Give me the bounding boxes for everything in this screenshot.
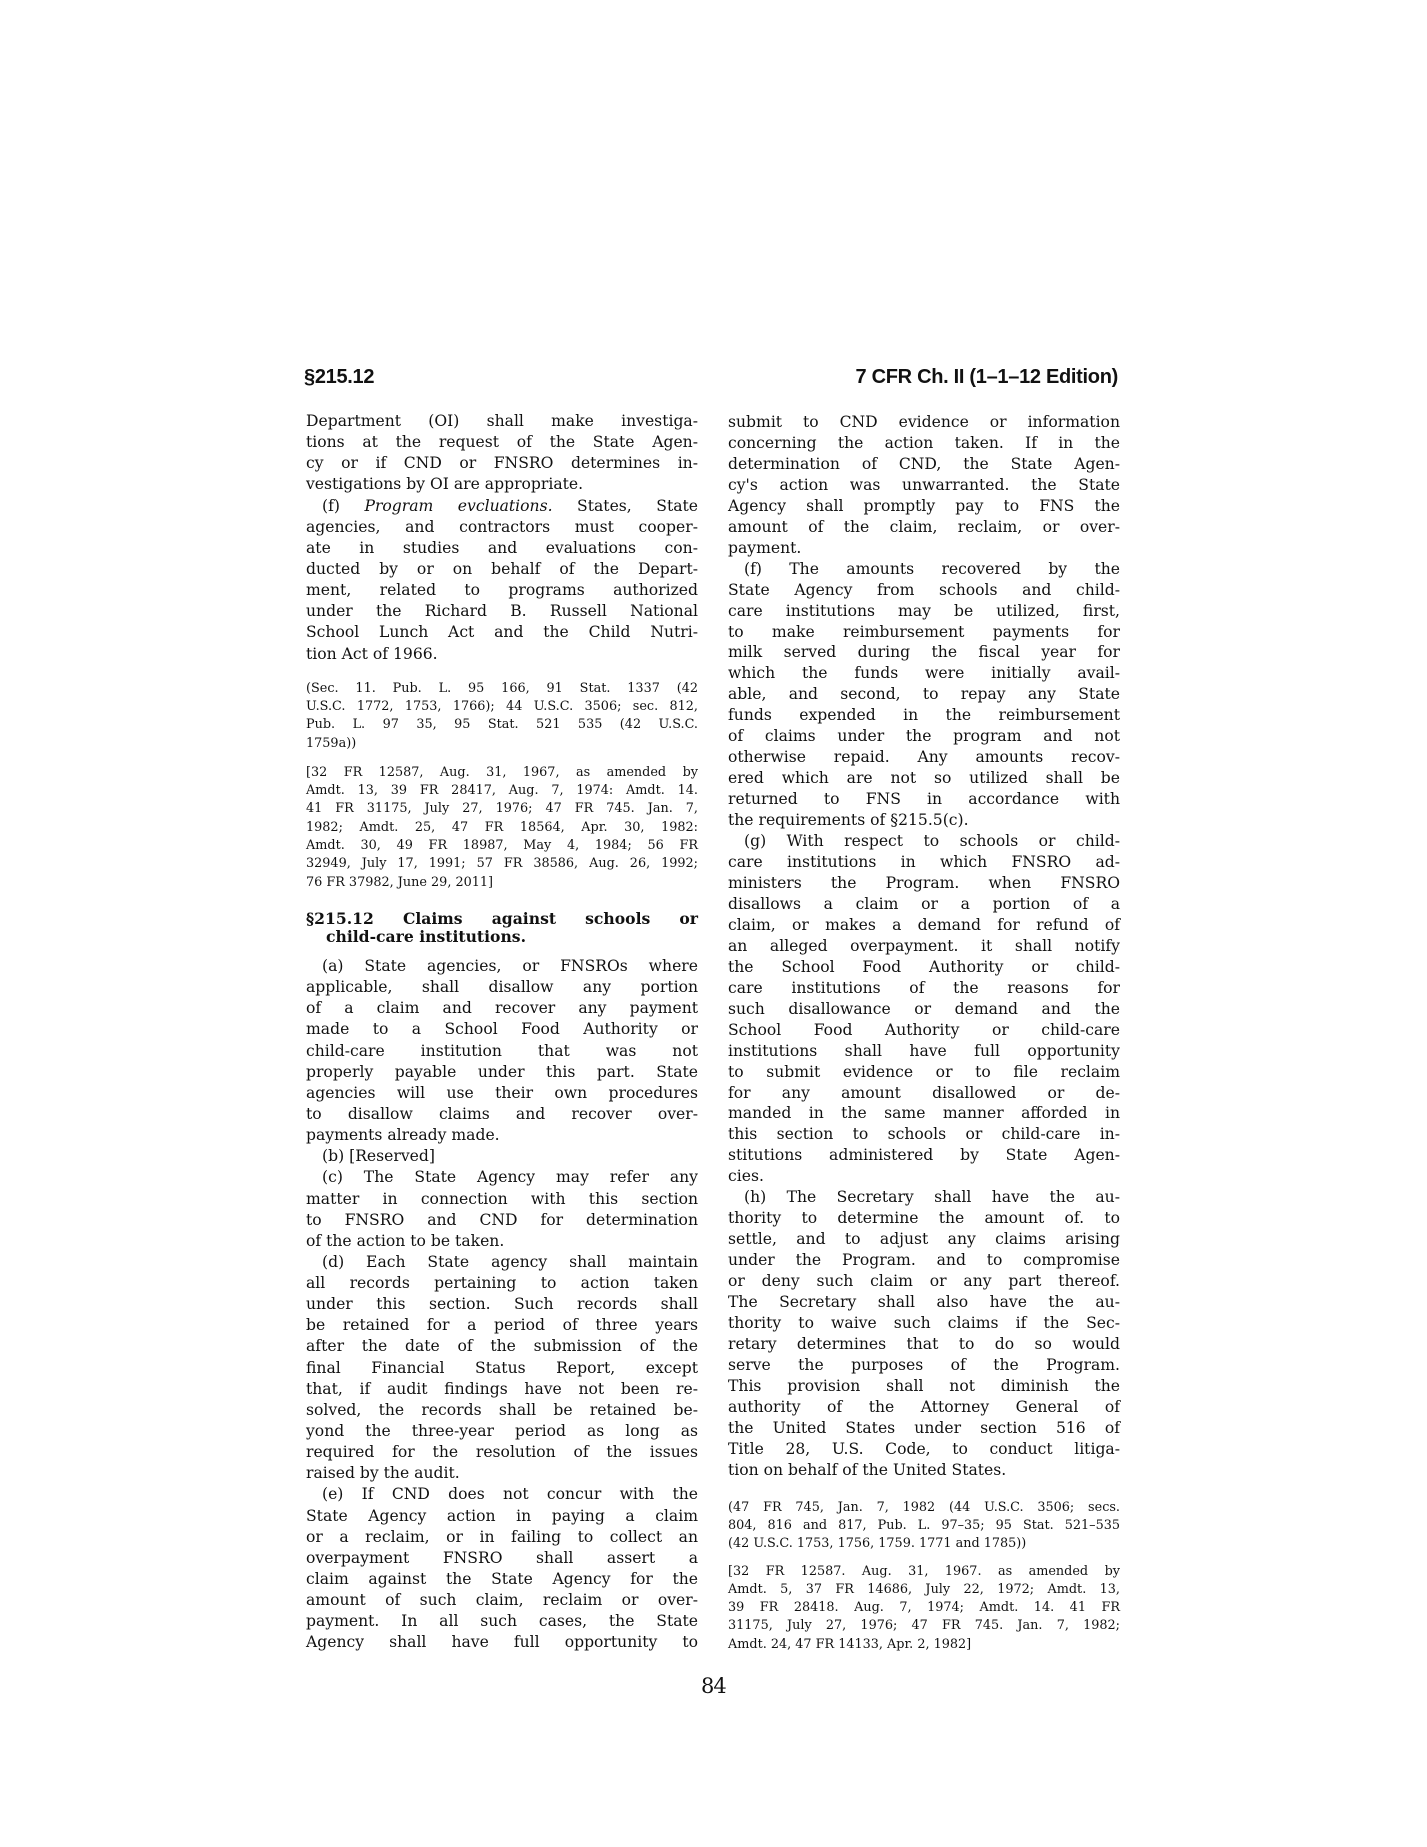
text-line: U.S.C. 1772, 1753, 1766); 44 U.S.C. 3506; sec. 812, bbox=[306, 698, 698, 714]
text-line: of claims under the program and not bbox=[728, 727, 1120, 746]
text-line: all records pertaining to action taken bbox=[306, 1274, 698, 1293]
text-line: School Food Authority or child-care bbox=[728, 1020, 1120, 1039]
text-line: 39 FR 28418. Aug. 7, 1974; Amdt. 14. 41 FR bbox=[728, 1600, 1120, 1616]
running-head-section: §215.12 bbox=[304, 366, 375, 388]
text-line: 31175, July 27, 1976; 47 FR 745. Jan. 7, 1982; bbox=[728, 1618, 1120, 1634]
citation-note bbox=[728, 1563, 1120, 1654]
text-line: retary determines that to do so would bbox=[728, 1334, 1120, 1353]
text-line: submit to CND evidence or information bbox=[728, 413, 1120, 431]
paragraph bbox=[306, 411, 698, 496]
text-line: authority of the Attorney General of bbox=[728, 1397, 1120, 1416]
paragraph bbox=[306, 1146, 698, 1167]
text-line: overpayment FNSRO shall assert a bbox=[306, 1548, 698, 1567]
text-line: tion Act of 1966. bbox=[306, 644, 438, 663]
text-line: disallows a claim or a portion of a bbox=[728, 894, 1120, 913]
paragraph bbox=[728, 412, 1120, 559]
paragraph bbox=[728, 559, 1120, 831]
text-line: to submit evidence or to file reclaim bbox=[728, 1062, 1120, 1081]
text-line: or deny such claim or any part thereof. bbox=[728, 1272, 1120, 1291]
text-line: Agency shall promptly pay to FNS the bbox=[728, 496, 1120, 515]
text-line: concerning the action taken. If in the bbox=[728, 433, 1120, 452]
text-line: that, if audit findings have not been re- bbox=[306, 1379, 698, 1398]
text-line: yond the three-year period as long as bbox=[306, 1422, 698, 1441]
text-line: matter in connection with this section bbox=[306, 1189, 698, 1208]
text-line: 32949, July 17, 1991; 57 FR 38586, Aug. 26, 1992; bbox=[306, 856, 698, 872]
text-line: returned to FNS in accordance with bbox=[728, 790, 1120, 809]
left-column bbox=[306, 411, 698, 1654]
text-line: required for the resolution of the issues bbox=[306, 1443, 698, 1462]
text-line: settle, and to adjust any claims arising bbox=[728, 1230, 1120, 1249]
text-line: ment, related to programs authorized bbox=[306, 581, 698, 600]
text-line: amount of such claim, reclaim or over- bbox=[306, 1591, 698, 1610]
text-line: The Secretary shall also have the au- bbox=[728, 1293, 1120, 1312]
text-line: of the action to be taken. bbox=[306, 1231, 505, 1250]
text-line: claim, or makes a demand for refund of bbox=[728, 915, 1120, 934]
text-line: (d) Each State agency shall maintain bbox=[322, 1252, 698, 1271]
text-line: manded in the same manner afforded in bbox=[728, 1104, 1120, 1123]
text-line: ate in studies and evaluations con- bbox=[306, 538, 698, 557]
text-line: thority to waive such claims if the Sec- bbox=[728, 1313, 1120, 1332]
text-line: made to a School Food Authority or bbox=[306, 1020, 698, 1039]
text-line: under the Richard B. Russell National bbox=[306, 602, 698, 621]
citation-note bbox=[306, 680, 698, 753]
text-line: of a claim and recover any payment bbox=[306, 999, 698, 1018]
paragraph bbox=[306, 956, 698, 1146]
text-line: under this section. Such records shall bbox=[306, 1295, 698, 1314]
text-line: stitutions administered by State Agen- bbox=[728, 1146, 1120, 1165]
citation-note bbox=[306, 764, 698, 892]
text-line: serve the purposes of the Program. bbox=[728, 1355, 1120, 1374]
citation-note bbox=[728, 1499, 1120, 1554]
text-line: Agency shall have full opportunity to bbox=[306, 1633, 698, 1652]
text-line: 76 FR 37982, June 29, 2011] bbox=[306, 874, 494, 890]
page-number: 84 bbox=[701, 1674, 726, 1698]
text-line: cies. bbox=[728, 1167, 764, 1186]
text-line: (h) The Secretary shall have the au- bbox=[744, 1188, 1120, 1207]
text-line: (a) State agencies, or FNSROs where bbox=[322, 956, 698, 975]
text-line: child-care institution that was not bbox=[306, 1041, 698, 1060]
text-line: to make reimbursement payments for bbox=[728, 622, 1120, 641]
text-line: which the funds were initially avail- bbox=[728, 664, 1120, 683]
text-line: This provision shall not diminish the bbox=[728, 1376, 1120, 1395]
paragraph bbox=[306, 1252, 698, 1485]
text-line: (b) [Reserved] bbox=[322, 1147, 435, 1166]
text-line: to disallow claims and recover over- bbox=[306, 1104, 698, 1123]
text-line: the School Food Authority or child- bbox=[728, 957, 1120, 976]
text-line: cy's action was unwarranted. the State bbox=[728, 475, 1120, 494]
text-line: (g) With respect to schools or child- bbox=[744, 832, 1120, 851]
text-line: for any amount disallowed or de- bbox=[728, 1083, 1120, 1102]
text-line: [32 FR 12587. Aug. 31, 1967. as amended by bbox=[728, 1563, 1120, 1579]
text-line: 804, 816 and 817, Pub. L. 97–35; 95 Stat. 521–535 bbox=[728, 1517, 1120, 1533]
text-line: the requirements of §215.5(c). bbox=[728, 811, 969, 830]
text-line: thority to determine the amount of. to bbox=[728, 1209, 1120, 1228]
text-line: able, and second, to repay any State bbox=[728, 685, 1120, 704]
text-line: §215.12 Claims against schools or bbox=[306, 908, 698, 928]
text-line: milk served during the fiscal year for bbox=[728, 643, 1120, 662]
text-line: Pub. L. 97 35, 95 Stat. 521 535 (42 U.S.C. bbox=[306, 717, 698, 733]
text-line: otherwise repaid. Any amounts recov- bbox=[728, 748, 1120, 767]
text-line: (Sec. 11. Pub. L. 95 166, 91 Stat. 1337 (42 bbox=[306, 680, 698, 696]
text-line: determination of CND, the State Agen- bbox=[728, 454, 1120, 473]
text-line: claim against the State Agency for the bbox=[306, 1570, 698, 1589]
text-line: 41 FR 31175, July 27, 1976; 47 FR 745. Jan. 7, bbox=[306, 801, 698, 817]
text-line: Amdt. 30, 49 FR 18987, May 4, 1984; 56 FR bbox=[306, 838, 698, 854]
text-line: such disallowance or demand and the bbox=[728, 999, 1120, 1018]
text-line: ducted by or on behalf of the Depart- bbox=[306, 559, 698, 578]
text-line bbox=[306, 496, 698, 517]
text-segment: States, State bbox=[552, 496, 699, 515]
text-line: cy or if CND or FNSRO determines in- bbox=[306, 454, 698, 473]
text-line: agencies, and contractors must cooper- bbox=[306, 517, 698, 536]
text-line: amount of the claim, reclaim, or over- bbox=[728, 517, 1120, 536]
text-line: 1759a)) bbox=[306, 735, 357, 751]
italic-term: Program evcluations. bbox=[364, 496, 553, 515]
text-line: care institutions may be utilized, first, bbox=[728, 601, 1120, 620]
text-line: institutions shall have full opportunity bbox=[728, 1041, 1120, 1060]
text-line: payment. In all such cases, the State bbox=[306, 1612, 698, 1631]
text-line: (47 FR 745, Jan. 7, 1982 (44 U.S.C. 3506; secs. bbox=[728, 1499, 1120, 1515]
text-line: payment. bbox=[728, 538, 802, 557]
text-line: applicable, shall disallow any portion bbox=[306, 978, 698, 997]
running-head-title: 7 CFR Ch. II (1–1–12 Edition) bbox=[855, 366, 1118, 388]
text-line: vestigations by OI are appropriate. bbox=[306, 475, 584, 494]
paragraph bbox=[728, 1187, 1120, 1480]
text-line: agencies will use their own procedures bbox=[306, 1083, 698, 1102]
text-line: child-care institutions. bbox=[326, 926, 527, 946]
text-line: State Agency action in paying a claim bbox=[306, 1506, 698, 1525]
text-line: ministers the Program. when FNSRO bbox=[728, 873, 1120, 892]
text-line: School Lunch Act and the Child Nutri- bbox=[306, 623, 698, 642]
paragraph bbox=[728, 831, 1120, 1187]
text-line: solved, the records shall be retained be- bbox=[306, 1400, 698, 1419]
text-line: the United States under section 516 of bbox=[728, 1418, 1120, 1437]
text-line: raised by the audit. bbox=[306, 1464, 460, 1483]
text-line: an alleged overpayment. it shall notify bbox=[728, 936, 1120, 955]
right-column bbox=[728, 412, 1120, 1654]
text-segment: (f) bbox=[322, 496, 365, 515]
text-line: tions at the request of the State Agen- bbox=[306, 433, 698, 452]
text-line: Amdt. 24, 47 FR 14133, Apr. 2, 1982] bbox=[728, 1636, 972, 1652]
text-line: (c) The State Agency may refer any bbox=[322, 1168, 698, 1187]
text-line: 1982; Amdt. 25, 47 FR 18564, Apr. 30, 1982: bbox=[306, 819, 698, 835]
text-line: to FNSRO and CND for determination bbox=[306, 1210, 698, 1229]
text-line: Department (OI) shall make investiga- bbox=[306, 412, 698, 430]
section-heading bbox=[306, 910, 698, 946]
text-line: (42 U.S.C. 1753, 1756, 1759. 1771 and 1785)) bbox=[728, 1536, 1027, 1552]
text-line: properly payable under this part. State bbox=[306, 1062, 698, 1081]
text-line: funds expended in the reimbursement bbox=[728, 706, 1120, 725]
text-line: payments already made. bbox=[306, 1126, 500, 1145]
text-line: after the date of the submission of the bbox=[306, 1337, 698, 1356]
text-line: care institutions of the reasons for bbox=[728, 978, 1120, 997]
text-line: ered which are not so utilized shall be bbox=[728, 769, 1120, 788]
paragraph bbox=[306, 1484, 698, 1653]
text-line: Title 28, U.S. Code, to conduct litiga- bbox=[728, 1439, 1120, 1458]
text-line: (f) The amounts recovered by the bbox=[744, 559, 1120, 578]
paragraph bbox=[306, 496, 698, 665]
text-line: under the Program. and to compromise bbox=[728, 1251, 1120, 1270]
text-line: care institutions in which FNSRO ad- bbox=[728, 853, 1120, 872]
text-line: State Agency from schools and child- bbox=[728, 580, 1120, 599]
text-line: (e) If CND does not concur with the bbox=[322, 1485, 698, 1504]
text-line: be retained for a period of three years bbox=[306, 1316, 698, 1335]
text-line: [32 FR 12587, Aug. 31, 1967, as amended by bbox=[306, 764, 698, 780]
text-line: tion on behalf of the United States. bbox=[728, 1460, 1007, 1479]
text-line: Amdt. 5, 37 FR 14686, July 22, 1972; Amdt. 13, bbox=[728, 1581, 1120, 1597]
text-line: this section to schools or child-care in- bbox=[728, 1125, 1120, 1144]
text-line: Amdt. 13, 39 FR 28417, Aug. 7, 1974: Amdt. 14. bbox=[306, 783, 698, 799]
text-line: or a reclaim, or in failing to collect an bbox=[306, 1527, 698, 1546]
text-line: final Financial Status Report, except bbox=[306, 1358, 698, 1377]
paragraph bbox=[306, 1167, 698, 1252]
